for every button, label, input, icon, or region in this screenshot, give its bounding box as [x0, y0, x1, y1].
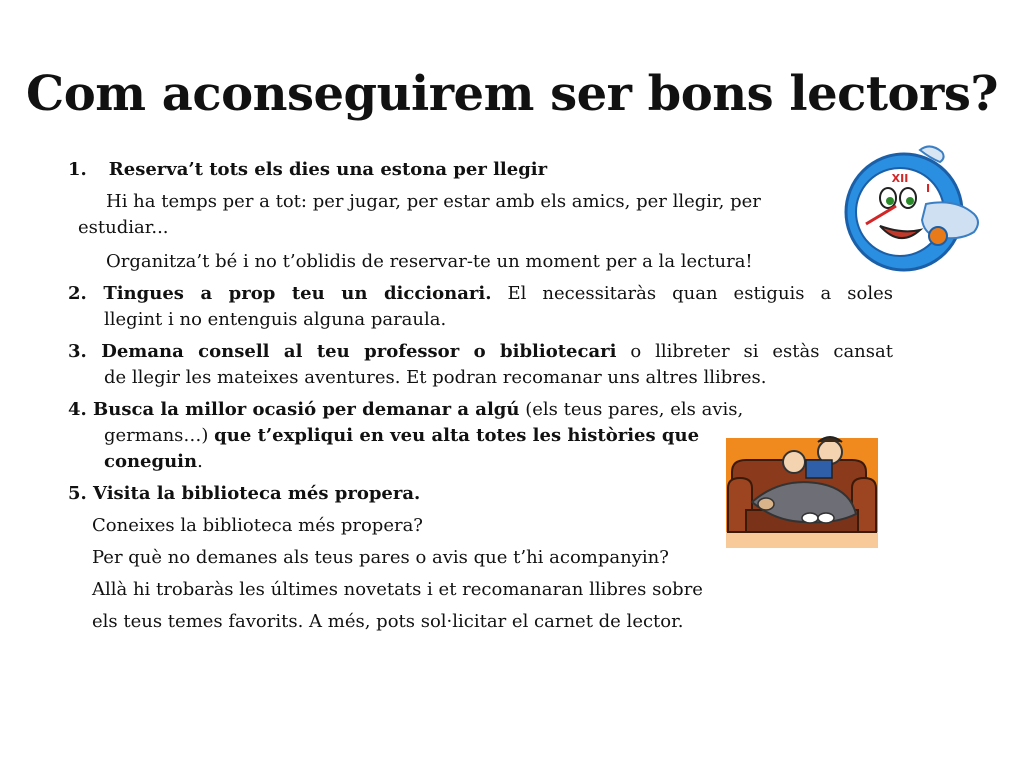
page-title: Com aconseguirem ser bons lectors? — [26, 66, 998, 122]
pet-icon — [758, 498, 774, 510]
item-5-line-2: Per què no demanes als teus pares o avis que t’hi acompanyin? — [92, 547, 669, 568]
sofa-reading-illustration — [726, 432, 878, 552]
item-4-line-1 — [68, 396, 743, 424]
item-4-text-b: germans…) — [104, 425, 209, 446]
item-5-heading: 5. Visita la biblioteca més propera. — [68, 483, 421, 504]
item-4-line-2 — [104, 422, 699, 450]
reader-head-left — [783, 451, 805, 473]
clock-numeral-xii: XII — [891, 172, 909, 185]
sock-right — [818, 513, 834, 523]
item-1-line-1: Hi ha temps per a tot: per jugar, per estar amb els amics, per llegir, per — [106, 191, 761, 212]
clock-numeral-i: I — [925, 182, 931, 195]
item-4-bold: 4. Busca la millor ocasió per demanar a algú — [68, 399, 520, 420]
sock-left — [802, 513, 818, 523]
item-2-text-a: El necessitaràs quan estiguis a soles — [507, 283, 893, 304]
item-5-line-1: Coneixes la biblioteca més propera? — [92, 515, 423, 536]
clock-pupil-left — [886, 197, 894, 205]
item-4-text-a: (els teus pares, els avis, — [525, 399, 744, 420]
item-2-bold: 2. Tingues a prop teu un diccionari. — [68, 283, 492, 304]
reader-hair — [818, 437, 842, 442]
item-1-line-2: estudiar... — [78, 217, 169, 238]
item-3-line-1 — [68, 338, 893, 366]
item-1-number: 1. — [68, 159, 87, 180]
item-1-line-3: Organitza’t bé i no t’oblidis de reservar-te un moment per a la lectura! — [106, 251, 753, 272]
book-icon — [806, 460, 832, 478]
item-4-bold-c: coneguin — [104, 451, 198, 472]
item-4-line-3 — [104, 448, 203, 476]
illustration-floor-fade — [726, 532, 878, 552]
item-5-line-3: Allà hi trobaràs les últimes novetats i et recomanaran llibres sobre — [92, 579, 703, 600]
item-1-heading-text: Reserva’t tots els dies una estona per llegir — [108, 159, 548, 180]
item-1-heading — [68, 156, 547, 184]
clock-illustration — [842, 140, 982, 280]
item-4-bold-b: que t’expliqui en veu alta totes les històries que — [214, 425, 700, 446]
item-3-bold: 3. Demana consell al teu professor o bibliotecari — [68, 341, 617, 362]
item-2-line-1 — [68, 280, 893, 308]
clock-pupil-right — [906, 197, 914, 205]
item-4-text-c: . — [197, 451, 203, 472]
item-2-line-2: llegint i no entenguis alguna paraula. — [104, 309, 447, 330]
item-3-text-a: o llibreter si estàs cansat — [630, 341, 893, 362]
item-5-line-4: els teus temes favorits. A més, pots sol·licitar el carnet de lector. — [92, 611, 684, 632]
clock-winder — [929, 227, 947, 245]
item-3-line-2: de llegir les mateixes aventures. Et podran recomanar uns altres llibres. — [104, 367, 767, 388]
